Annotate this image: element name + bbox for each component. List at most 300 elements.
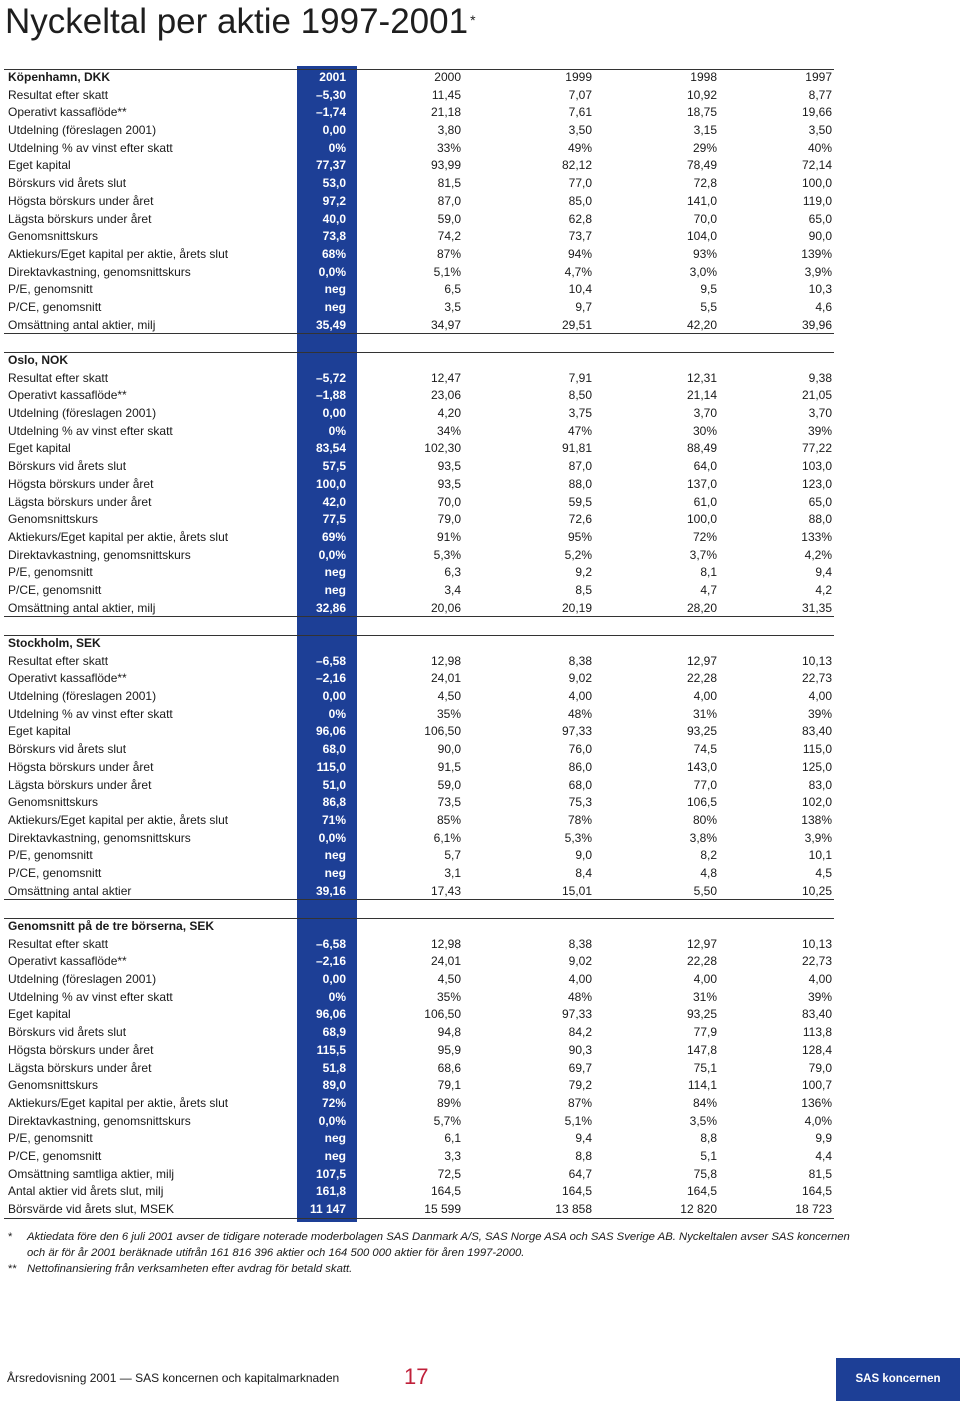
table-row xyxy=(0,989,960,1007)
row-label: Resultat efter skatt xyxy=(8,87,109,102)
year-value: 3,3 xyxy=(444,1148,461,1163)
row-label: Utdelning % av vinst efter skatt xyxy=(8,140,173,155)
current-year-value: 0,00 xyxy=(322,406,346,421)
section-name: Stockholm, SEK xyxy=(8,636,101,650)
table-row xyxy=(0,193,960,211)
year-value: 88,0 xyxy=(568,476,592,491)
year-value: 3,70 xyxy=(808,406,832,421)
year-value: 106,5 xyxy=(686,795,717,810)
table-row xyxy=(0,476,960,494)
current-year-value: 97,2 xyxy=(322,193,346,208)
year-value: 93,99 xyxy=(430,158,461,173)
section-name: Genomsnitt på de tre börserna, SEK xyxy=(8,919,215,933)
current-year-value: 77,37 xyxy=(315,158,346,173)
row-label: Högsta börskurs under året xyxy=(8,1042,154,1057)
row-label: Utdelning (föreslagen 2001) xyxy=(8,123,157,138)
row-label: Omsättning antal aktier, milj xyxy=(8,600,156,615)
year-header: 1999 xyxy=(565,70,592,84)
row-label: Direktavkastning, genomsnittskurs xyxy=(8,830,191,845)
section-bottom-rule xyxy=(4,333,834,334)
table-row xyxy=(0,777,960,795)
year-value: 106,50 xyxy=(424,1007,461,1022)
year-value: 9,2 xyxy=(575,565,592,580)
year-value: 128,4 xyxy=(801,1042,832,1057)
year-value: 69,7 xyxy=(568,1060,592,1075)
year-value: 94% xyxy=(567,246,592,261)
year-value: 102,0 xyxy=(801,795,832,810)
current-year-value: neg xyxy=(324,565,346,580)
year-value: 85,0 xyxy=(568,193,592,208)
year-value: 12,97 xyxy=(686,653,717,668)
current-year-value: 100,0 xyxy=(315,476,346,491)
section-table xyxy=(0,69,960,334)
year-value: 74,2 xyxy=(437,229,461,244)
current-year-value: 0,00 xyxy=(322,123,346,138)
year-value: 83,0 xyxy=(808,777,832,792)
year-value: 164,5 xyxy=(801,1184,832,1199)
year-value: 143,0 xyxy=(686,759,717,774)
year-value: 40% xyxy=(807,140,832,155)
row-label: P/E, genomsnitt xyxy=(8,565,93,580)
current-year-value: 40,0 xyxy=(322,211,346,226)
table-row xyxy=(0,1095,960,1113)
table-row xyxy=(0,812,960,830)
year-value: 72,8 xyxy=(693,176,717,191)
year-value: 21,05 xyxy=(801,388,832,403)
year-value: 64,0 xyxy=(693,459,717,474)
current-year-value: 68,0 xyxy=(322,742,346,757)
year-value: 10,13 xyxy=(801,653,832,668)
table-row xyxy=(0,1024,960,1042)
year-value: 9,02 xyxy=(568,954,592,969)
year-value: 147,8 xyxy=(686,1042,717,1057)
year-value: 12,98 xyxy=(430,653,461,668)
current-year-value: 77,5 xyxy=(322,512,346,527)
table-row xyxy=(0,228,960,246)
current-year-value: 71% xyxy=(321,812,346,827)
year-value: 5,50 xyxy=(693,883,717,898)
table-row xyxy=(0,122,960,140)
table-row xyxy=(0,971,960,989)
year-value: 87% xyxy=(567,1095,592,1110)
table-row xyxy=(0,547,960,565)
row-label: Lägsta börskurs under året xyxy=(8,777,152,792)
year-value: 93,5 xyxy=(437,459,461,474)
year-value: 97,33 xyxy=(561,1007,592,1022)
year-value: 48% xyxy=(567,989,592,1004)
year-value: 5,7% xyxy=(433,1113,461,1128)
table-row xyxy=(0,1006,960,1024)
year-value: 59,5 xyxy=(568,494,592,509)
year-value: 77,22 xyxy=(801,441,832,456)
year-value: 4,5 xyxy=(815,865,832,880)
table-row xyxy=(0,883,960,901)
year-value: 3,1 xyxy=(444,865,461,880)
year-value: 3,75 xyxy=(568,406,592,421)
year-value: 3,50 xyxy=(568,123,592,138)
row-label: Genomsnittskurs xyxy=(8,795,99,810)
year-value: 3,5% xyxy=(689,1113,717,1128)
year-value: 104,0 xyxy=(686,229,717,244)
year-value: 5,5 xyxy=(700,299,717,314)
year-value: 9,4 xyxy=(575,1131,592,1146)
year-value: 19,66 xyxy=(801,105,832,120)
current-year-value: neg xyxy=(324,582,346,597)
year-value: 35% xyxy=(436,989,461,1004)
year-value: 23,06 xyxy=(430,388,461,403)
table-row xyxy=(0,1201,960,1219)
year-value: 78% xyxy=(567,812,592,827)
current-year-value: –6,58 xyxy=(315,653,346,668)
year-value: 78,49 xyxy=(686,158,717,173)
table-row xyxy=(0,511,960,529)
year-value: 9,0 xyxy=(575,848,592,863)
current-year-value: 107,5 xyxy=(315,1166,346,1181)
current-year-value: –6,58 xyxy=(315,936,346,951)
section-bottom-rule xyxy=(4,616,834,617)
year-value: 24,01 xyxy=(430,954,461,969)
row-label: Genomsnittskurs xyxy=(8,512,99,527)
year-value: 5,1 xyxy=(700,1148,717,1163)
row-label: Eget kapital xyxy=(8,441,71,456)
year-value: 21,18 xyxy=(430,105,461,120)
table-row xyxy=(0,405,960,423)
table-row xyxy=(0,706,960,724)
year-value: 5,3% xyxy=(433,547,461,562)
row-label: Resultat efter skatt xyxy=(8,936,109,951)
year-value: 10,1 xyxy=(808,848,832,863)
year-value: 95,9 xyxy=(437,1042,461,1057)
current-year-value: neg xyxy=(324,848,346,863)
table-row xyxy=(0,423,960,441)
table-row xyxy=(0,140,960,158)
row-label: P/E, genomsnitt xyxy=(8,1131,93,1146)
year-value: 115,0 xyxy=(802,742,832,757)
footnote-text: Nettofinansiering från verksamheten efter avdrag för betald skatt. xyxy=(27,1263,353,1275)
year-value: 6,1 xyxy=(444,1131,461,1146)
year-value: 18,75 xyxy=(686,105,717,120)
year-value: 123,0 xyxy=(801,476,832,491)
year-value: 90,0 xyxy=(808,229,832,244)
table-row xyxy=(0,104,960,122)
row-label: Operativt kassaflöde** xyxy=(8,105,127,120)
year-value: 100,0 xyxy=(686,512,717,527)
year-value: 8,2 xyxy=(700,848,717,863)
year-value: 73,7 xyxy=(568,229,592,244)
year-value: 15,01 xyxy=(561,883,592,898)
year-value: 102,30 xyxy=(424,441,461,456)
year-value: 8,8 xyxy=(575,1148,592,1163)
year-value: 6,5 xyxy=(444,282,461,297)
table-row xyxy=(0,246,960,264)
row-label: Utdelning % av vinst efter skatt xyxy=(8,706,173,721)
row-label: Resultat efter skatt xyxy=(8,370,109,385)
row-label: P/CE, genomsnitt xyxy=(8,582,102,597)
year-value: 5,2% xyxy=(564,547,592,562)
year-value: 100,0 xyxy=(801,176,832,191)
row-label: Högsta börskurs under året xyxy=(8,759,154,774)
current-year-value: –1,88 xyxy=(315,388,346,403)
year-value: 3,7% xyxy=(689,547,717,562)
table-row xyxy=(0,670,960,688)
year-value: 93,25 xyxy=(686,724,717,739)
year-value: 3,9% xyxy=(804,830,832,845)
current-year-value: neg xyxy=(324,1148,346,1163)
current-year-value: 69% xyxy=(321,529,346,544)
table-row xyxy=(0,653,960,671)
year-value: 87,0 xyxy=(437,193,461,208)
current-year-value: 0,0% xyxy=(318,830,346,845)
year-value: 4,4 xyxy=(815,1148,832,1163)
year-value: 88,0 xyxy=(808,512,832,527)
table-row xyxy=(0,794,960,812)
year-value: 9,02 xyxy=(568,671,592,686)
year-value: 61,0 xyxy=(693,494,717,509)
row-label: Lägsta börskurs under året xyxy=(8,211,152,226)
table-row xyxy=(0,281,960,299)
year-value: 12 820 xyxy=(680,1202,717,1216)
year-value: 10,25 xyxy=(801,883,832,898)
year-value: 8,38 xyxy=(568,653,592,668)
footer-text: Årsredovisning 2001 — SAS koncernen och kapitalmarknaden xyxy=(7,1371,340,1385)
current-year-value: 11 147 xyxy=(309,1202,346,1216)
year-value: 164,5 xyxy=(430,1184,461,1199)
year-header: 2001 xyxy=(319,70,346,84)
year-value: 75,3 xyxy=(568,795,592,810)
year-value: 3,0% xyxy=(689,264,717,279)
sas-logo: SAS koncernen xyxy=(836,1358,960,1401)
year-value: 74,5 xyxy=(693,742,717,757)
year-value: 95% xyxy=(567,529,592,544)
year-value: 79,0 xyxy=(808,1060,832,1075)
row-label: Börskurs vid årets slut xyxy=(8,176,127,191)
current-year-value: 72% xyxy=(321,1095,346,1110)
year-value: 68,0 xyxy=(568,777,592,792)
year-header: 1998 xyxy=(690,70,717,84)
year-value: 24,01 xyxy=(430,671,461,686)
row-label: P/CE, genomsnitt xyxy=(8,299,102,314)
year-value: 20,06 xyxy=(430,600,461,615)
current-year-value: neg xyxy=(324,282,346,297)
year-value: 7,91 xyxy=(568,370,592,385)
year-value: 7,07 xyxy=(568,87,592,102)
year-value: 84,2 xyxy=(568,1025,592,1040)
year-value: 29,51 xyxy=(561,317,592,332)
year-value: 5,7 xyxy=(444,848,461,863)
year-value: 39,96 xyxy=(801,317,832,332)
year-header: 1997 xyxy=(805,70,832,84)
page-number: 17 xyxy=(404,1364,429,1389)
current-year-value: 39,16 xyxy=(315,883,346,898)
current-year-value: 68,9 xyxy=(322,1025,346,1040)
year-value: 82,12 xyxy=(561,158,592,173)
row-label: Direktavkastning, genomsnittskurs xyxy=(8,547,191,562)
row-label: Antal aktier vid årets slut, milj xyxy=(8,1184,164,1199)
current-year-value: 0,0% xyxy=(318,264,346,279)
row-label: Börskurs vid årets slut xyxy=(8,742,127,757)
year-value: 15 599 xyxy=(424,1202,461,1216)
year-value: 4,2% xyxy=(804,547,832,562)
year-value: 4,6 xyxy=(815,299,832,314)
footnote-1 xyxy=(8,1229,858,1261)
year-value: 42,20 xyxy=(686,317,717,332)
table-row xyxy=(0,370,960,388)
table-row xyxy=(0,264,960,282)
current-year-value: 0% xyxy=(328,140,346,155)
table-row xyxy=(0,953,960,971)
table-row xyxy=(0,830,960,848)
year-value: 114,1 xyxy=(687,1078,717,1093)
year-value: 4,00 xyxy=(568,689,592,704)
year-value: 5,1% xyxy=(564,1113,592,1128)
row-label: Omsättning antal aktier xyxy=(8,883,132,898)
year-value: 91% xyxy=(436,529,461,544)
current-year-value: 68% xyxy=(321,246,346,261)
row-label: P/CE, genomsnitt xyxy=(8,1148,102,1163)
year-value: 8,4 xyxy=(575,865,592,880)
year-value: 138% xyxy=(801,812,832,827)
row-label: Genomsnittskurs xyxy=(8,229,99,244)
year-value: 13 858 xyxy=(555,1202,592,1216)
table-row xyxy=(0,600,960,618)
year-value: 91,5 xyxy=(437,759,461,774)
year-value: 31% xyxy=(692,706,717,721)
year-value: 65,0 xyxy=(808,494,832,509)
year-value: 75,1 xyxy=(693,1060,717,1075)
year-value: 6,3 xyxy=(444,565,461,580)
current-year-value: 57,5 xyxy=(322,459,346,474)
table-row xyxy=(0,564,960,582)
year-value: 90,3 xyxy=(568,1042,592,1057)
year-value: 22,73 xyxy=(801,954,832,969)
year-value: 22,28 xyxy=(686,954,717,969)
current-year-value: 0% xyxy=(328,423,346,438)
table-row xyxy=(0,1183,960,1201)
current-year-value: neg xyxy=(324,865,346,880)
section-name: Köpenhamn, DKK xyxy=(8,70,110,84)
year-value: 93,5 xyxy=(437,476,461,491)
year-value: 48% xyxy=(567,706,592,721)
section-top-rule xyxy=(4,352,834,353)
row-label: Utdelning % av vinst efter skatt xyxy=(8,423,173,438)
year-value: 139% xyxy=(801,246,832,261)
table-row xyxy=(0,865,960,883)
year-value: 35% xyxy=(436,706,461,721)
footnote-mark: * xyxy=(8,1231,13,1243)
year-value: 72,5 xyxy=(437,1166,461,1181)
year-value: 113,8 xyxy=(802,1025,832,1040)
row-label: Utdelning (föreslagen 2001) xyxy=(8,689,157,704)
row-label: Utdelning (föreslagen 2001) xyxy=(8,406,157,421)
table-row xyxy=(0,1166,960,1184)
row-label: Operativt kassaflöde** xyxy=(8,954,127,969)
section-header-row xyxy=(0,69,960,87)
year-value: 28,20 xyxy=(686,600,717,615)
current-year-value: –5,72 xyxy=(315,370,346,385)
year-value: 77,0 xyxy=(693,777,717,792)
table-row xyxy=(0,847,960,865)
row-label: Eget kapital xyxy=(8,158,71,173)
year-value: 87,0 xyxy=(568,459,592,474)
year-value: 21,14 xyxy=(686,388,717,403)
table-row xyxy=(0,157,960,175)
table-row xyxy=(0,175,960,193)
year-value: 10,3 xyxy=(808,282,832,297)
row-label: Utdelning % av vinst efter skatt xyxy=(8,989,173,1004)
year-value: 4,00 xyxy=(808,689,832,704)
section-bottom-rule xyxy=(4,899,834,900)
current-year-value: 115,5 xyxy=(316,1042,346,1057)
year-value: 3,9% xyxy=(804,264,832,279)
current-year-value: 161,8 xyxy=(315,1184,346,1199)
year-value: 5,3% xyxy=(564,830,592,845)
year-value: 83,40 xyxy=(801,724,832,739)
year-value: 20,19 xyxy=(561,600,592,615)
year-value: 5,1% xyxy=(433,264,461,279)
year-value: 4,50 xyxy=(437,689,461,704)
title-footnote-mark: * xyxy=(470,12,476,28)
table-row xyxy=(0,458,960,476)
year-value: 3,70 xyxy=(693,406,717,421)
table-row xyxy=(0,494,960,512)
year-value: 79,0 xyxy=(437,512,461,527)
year-value: 9,7 xyxy=(575,299,592,314)
year-value: 4,8 xyxy=(700,865,717,880)
year-value: 94,8 xyxy=(437,1025,461,1040)
year-value: 125,0 xyxy=(801,759,832,774)
year-value: 9,5 xyxy=(700,282,717,297)
table-row xyxy=(0,688,960,706)
row-label: Direktavkastning, genomsnittskurs xyxy=(8,264,191,279)
year-value: 7,61 xyxy=(568,105,592,120)
year-value: 4,00 xyxy=(693,972,717,987)
year-value: 3,5 xyxy=(444,299,461,314)
row-label: Lägsta börskurs under året xyxy=(8,494,152,509)
current-year-value: –2,16 xyxy=(315,954,346,969)
year-value: 93,25 xyxy=(686,1007,717,1022)
year-value: 84% xyxy=(692,1095,717,1110)
footnote-mark: ** xyxy=(8,1263,17,1275)
year-value: 12,98 xyxy=(430,936,461,951)
section-top-rule xyxy=(4,635,834,636)
year-value: 10,13 xyxy=(801,936,832,951)
key-figures-tables xyxy=(0,69,960,1219)
year-value: 80% xyxy=(692,812,717,827)
table-row xyxy=(0,759,960,777)
current-year-value: 0,00 xyxy=(322,689,346,704)
row-label: Omsättning antal aktier, milj xyxy=(8,317,156,332)
year-value: 72% xyxy=(692,529,717,544)
page-footer xyxy=(0,1358,960,1401)
year-value: 49% xyxy=(567,140,592,155)
year-value: 34% xyxy=(436,423,461,438)
current-year-value: 0% xyxy=(328,989,346,1004)
year-value: 93% xyxy=(692,246,717,261)
year-value: 164,5 xyxy=(686,1184,717,1199)
year-value: 4,7 xyxy=(700,582,717,597)
year-value: 87% xyxy=(436,246,461,261)
year-value: 3,80 xyxy=(437,123,461,138)
section-header-row xyxy=(0,918,960,936)
year-value: 164,5 xyxy=(561,1184,592,1199)
row-label: Aktiekurs/Eget kapital per aktie, årets slut xyxy=(8,812,229,827)
year-header: 2000 xyxy=(434,70,461,84)
year-value: 64,7 xyxy=(568,1166,592,1181)
footnote-2 xyxy=(8,1261,858,1277)
table-row xyxy=(0,741,960,759)
current-year-value: 51,0 xyxy=(322,777,346,792)
year-value: 29% xyxy=(692,140,717,155)
